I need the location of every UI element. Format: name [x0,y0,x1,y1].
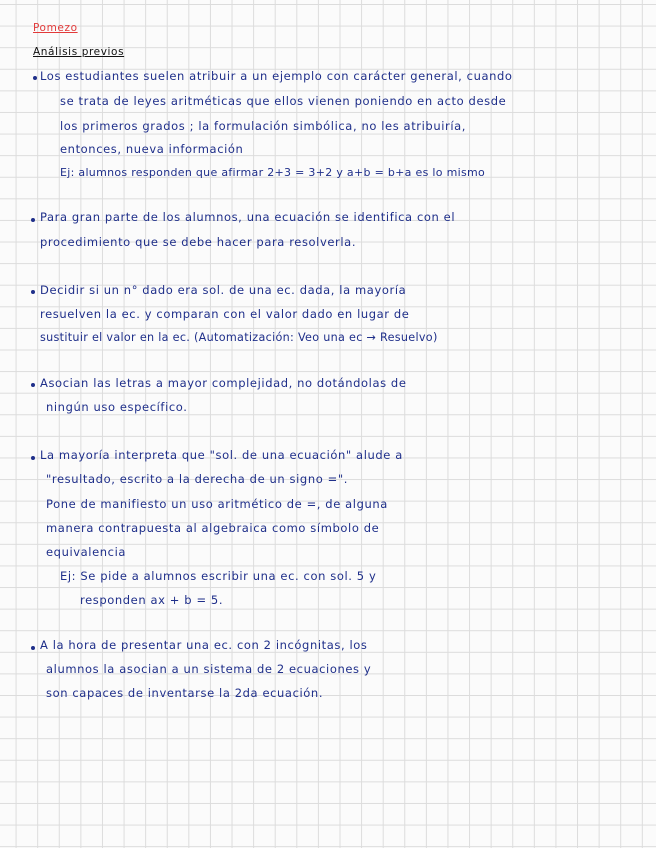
bullet-dot [31,218,35,222]
note-line: los primeros grados ; la formulación simbólica, no les atribuiría, [60,119,467,133]
bullet-dot [33,76,37,80]
note-line: La mayoría interpreta que "sol. de una ecuación" alude a [40,448,403,462]
note-line: equivalencia [46,545,127,559]
note-line: Asocian las letras a mayor complejidad, no dotándolas de [40,376,407,390]
note-line: A la hora de presentar una ec. con 2 incógnitas, los [40,638,368,652]
example-line: Ej: Se pide a alumnos escribir una ec. con sol. 5 y [60,569,377,583]
bullet-dot [31,456,35,460]
bullet-dot [31,290,35,294]
note-line: Los estudiantes suelen atribuir a un ejemplo con carácter general, cuando [40,69,513,83]
page-title: Pomezo [33,22,78,34]
bullet-dot [31,646,35,650]
note-line: Decidir si un n° dado era sol. de una ec. dada, la mayoría [40,283,407,297]
bullet-dot [31,383,35,387]
note-line: entonces, nueva información [60,142,244,156]
note-line: resuelven la ec. y comparan con el valor dado en lugar de [40,307,410,321]
note-line: alumnos la asocian a un sistema de 2 ecuaciones y [46,662,372,676]
note-line: Pone de manifiesto un uso aritmético de =, de alguna [46,497,388,511]
note-line: manera contrapuesta al algebraica como símbolo de [46,521,380,535]
example-line: responden ax + b = 5. [80,593,224,607]
note-line: procedimiento que se debe hacer para resolverla. [40,235,357,249]
example-line: Ej: alumnos responden que afirmar 2+3 = 3+2 y a+b = b+a es lo mismo [60,166,486,179]
note-line: ningún uso específico. [46,400,188,414]
note-line: se trata de leyes aritméticas que ellos vienen poniendo en acto desde [60,94,507,108]
note-line: Para gran parte de los alumnos, una ecuación se identifica con el [40,210,456,224]
note-line: sustituir el valor en la ec. (Automatización: Veo una ec → Resuelvo) [40,331,438,344]
note-line: son capaces de inventarse la 2da ecuación. [46,686,324,700]
section-heading: Análisis previos [33,46,125,58]
note-line: "resultado, escrito a la derecha de un signo =". [46,472,348,486]
